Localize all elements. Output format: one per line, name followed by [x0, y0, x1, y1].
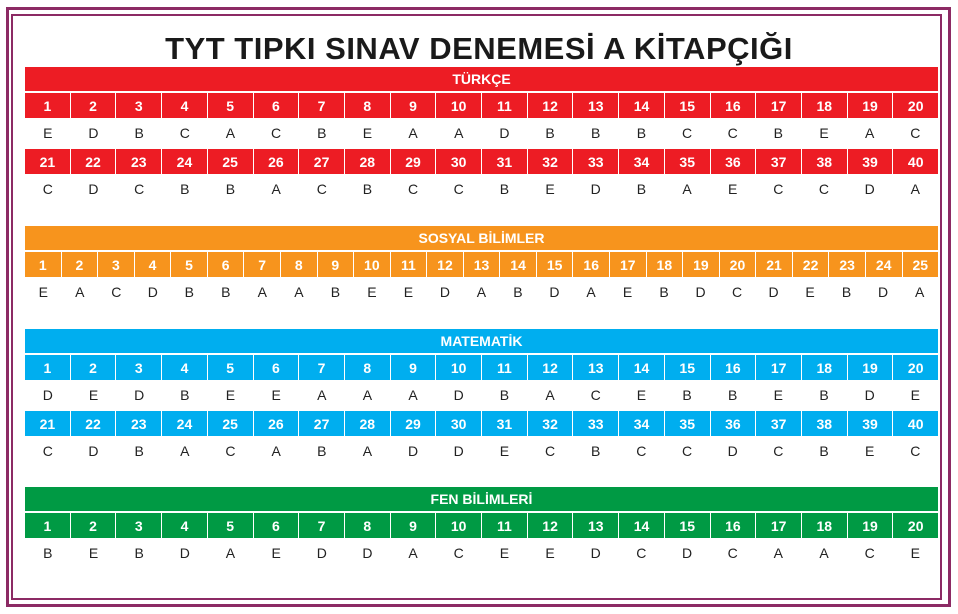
question-number: 38: [801, 411, 847, 436]
answer-letter: E: [545, 544, 555, 561]
question-number: 28: [344, 149, 390, 174]
question-number: 25: [207, 411, 253, 436]
question-number: 27: [298, 411, 344, 436]
question-number: 21: [755, 252, 792, 277]
answer-letter: D: [864, 386, 875, 403]
question-number: 22: [70, 411, 116, 436]
question-number: 16: [710, 355, 756, 380]
answer-letter: C: [731, 283, 743, 300]
question-number: 9: [390, 93, 436, 118]
question-number: 6: [207, 252, 244, 277]
answer-letter: A: [294, 283, 304, 300]
question-number: 15: [664, 355, 710, 380]
answer-letter: C: [42, 442, 53, 459]
question-number: 2: [70, 93, 116, 118]
answer-letter: A: [476, 283, 487, 300]
fen-rows: [25, 513, 938, 567]
answer-letter: A: [408, 544, 418, 561]
question-number: 38: [801, 149, 847, 174]
question-number: 7: [298, 93, 344, 118]
question-number: 23: [115, 411, 161, 436]
answer-letter: E: [545, 180, 555, 197]
answer-letter: C: [818, 180, 830, 197]
answer-letter: C: [636, 442, 647, 459]
answer-letter: B: [362, 180, 373, 197]
question-number: 9: [317, 252, 354, 277]
fen-number-row: [25, 513, 938, 538]
answer-letter: B: [134, 442, 144, 459]
answer-letter: E: [499, 544, 510, 561]
question-number: 16: [710, 513, 756, 538]
answer-letter: A: [408, 386, 418, 403]
answer-letter: D: [499, 124, 510, 141]
section-header-fen: FEN BİLİMLERİ: [25, 487, 938, 511]
answer-letter: A: [225, 544, 236, 561]
answer-letter: E: [728, 180, 738, 197]
question-number: 2: [70, 513, 116, 538]
answer-letter: C: [910, 442, 921, 459]
answer-letter: B: [819, 386, 829, 403]
answer-letter: B: [43, 544, 53, 561]
question-number: 20: [892, 93, 938, 118]
question-number: 17: [755, 513, 801, 538]
question-number: 10: [435, 93, 481, 118]
question-number: 19: [847, 355, 893, 380]
answer-letter: D: [88, 180, 99, 197]
question-number: 22: [792, 252, 829, 277]
answer-letter: D: [768, 283, 779, 300]
answer-letter: B: [134, 124, 144, 141]
question-number: 7: [298, 355, 344, 380]
answer-letter: C: [111, 283, 122, 300]
answer-letter: A: [914, 283, 925, 300]
answer-letter: C: [773, 180, 784, 197]
answer-letter: B: [499, 386, 510, 403]
question-number: 32: [527, 411, 573, 436]
question-number: 15: [664, 93, 710, 118]
turkce-number-row: [25, 93, 938, 118]
sosyal-rows: [25, 252, 938, 306]
question-number: 6: [253, 355, 299, 380]
answer-letter: D: [42, 386, 53, 403]
question-number: 25: [902, 252, 939, 277]
question-number: 6: [253, 513, 299, 538]
section-header-turkce: TÜRKÇE: [25, 67, 938, 91]
question-number: 21: [39, 415, 56, 432]
question-number: 10: [353, 252, 390, 277]
answer-letter: E: [271, 386, 281, 403]
answer-letter: B: [659, 283, 669, 300]
question-number: 17: [609, 252, 646, 277]
answer-letter: B: [819, 442, 829, 459]
question-number: 13: [572, 93, 618, 118]
question-number: 18: [801, 93, 847, 118]
question-number: 25: [207, 149, 253, 174]
question-number: 3: [97, 252, 134, 277]
question-number: 16: [572, 252, 609, 277]
matematik-number-row: [25, 355, 938, 380]
answer-letter: A: [362, 386, 373, 403]
question-number: 21: [39, 153, 56, 170]
answer-letter: E: [819, 124, 829, 141]
question-number: 5: [207, 513, 253, 538]
answer-letter: B: [499, 180, 510, 197]
answer-letter: C: [134, 180, 145, 197]
answer-letter: A: [75, 283, 85, 300]
answer-letter: D: [179, 544, 190, 561]
question-number: 17: [755, 93, 801, 118]
answer-letter: C: [544, 442, 556, 459]
answer-letter: A: [257, 283, 268, 300]
answer-letter: E: [805, 283, 815, 300]
answer-letter: D: [681, 544, 693, 561]
sosyal-number-row: [25, 252, 938, 277]
answer-letter: B: [180, 180, 190, 197]
answer-letter: C: [225, 442, 236, 459]
question-number: 1: [38, 256, 47, 273]
question-number: 31: [481, 411, 527, 436]
answer-letter: E: [88, 386, 99, 403]
answer-letter: E: [773, 386, 783, 403]
question-number: 30: [435, 411, 481, 436]
turkce-number-row: [25, 149, 938, 174]
matematik-number-row: [25, 411, 938, 436]
answer-letter: E: [910, 386, 920, 403]
question-number: 22: [70, 149, 116, 174]
answer-letter: A: [271, 180, 281, 197]
question-number: 11: [390, 252, 427, 277]
answer-letter: B: [591, 442, 601, 459]
question-number: 14: [499, 252, 536, 277]
question-number: 1: [43, 359, 52, 376]
answer-letter: B: [330, 283, 341, 300]
question-number: 4: [161, 513, 207, 538]
answer-letter: A: [682, 180, 692, 197]
question-number: 18: [801, 513, 847, 538]
answer-letter: E: [38, 283, 48, 300]
section-turkce: [25, 67, 938, 203]
answer-letter: C: [910, 124, 921, 141]
answer-letter: A: [362, 442, 373, 459]
question-number: 26: [253, 149, 299, 174]
question-number: 37: [755, 411, 801, 436]
answer-letter: D: [88, 442, 99, 459]
matematik-answer-row: [25, 380, 938, 409]
question-number: 7: [243, 252, 280, 277]
question-number: 20: [892, 355, 938, 380]
question-number: 15: [664, 513, 710, 538]
question-number: 14: [618, 513, 664, 538]
question-number: 2: [61, 252, 98, 277]
question-number: 34: [618, 149, 664, 174]
answer-letter: B: [184, 283, 194, 300]
question-number: 13: [463, 252, 500, 277]
question-number: 23: [828, 252, 865, 277]
answer-letter: E: [362, 124, 373, 141]
question-number: 19: [847, 513, 893, 538]
section-matematik: [25, 329, 938, 465]
answer-letter: E: [271, 544, 281, 561]
answer-letter: A: [819, 544, 829, 561]
answer-letter: C: [727, 124, 738, 141]
question-number: 8: [344, 93, 390, 118]
question-number: 20: [719, 252, 756, 277]
question-number: 24: [865, 252, 902, 277]
answer-letter: D: [590, 544, 601, 561]
turkce-answer-row: [25, 174, 938, 203]
answer-letter: D: [134, 386, 145, 403]
question-number: 34: [618, 411, 664, 436]
question-number: 10: [435, 355, 481, 380]
question-number: 18: [646, 252, 683, 277]
turkce-answer-row: [25, 118, 938, 147]
answer-letter: D: [864, 180, 875, 197]
answer-letter: E: [622, 283, 633, 300]
answer-letter: B: [317, 124, 327, 141]
answer-letter: E: [910, 544, 920, 561]
question-number: 33: [572, 149, 618, 174]
question-number: 39: [847, 149, 893, 174]
question-number: 11: [481, 513, 527, 538]
answer-letter: C: [316, 180, 327, 197]
question-number: 39: [847, 411, 893, 436]
question-number: 40: [892, 411, 938, 436]
answer-letter: D: [453, 386, 464, 403]
question-number: 12: [527, 513, 573, 538]
question-number: 19: [847, 93, 893, 118]
answer-letter: A: [910, 180, 920, 197]
answer-letter: C: [681, 124, 693, 141]
question-number: 5: [170, 252, 207, 277]
answer-letter: E: [43, 124, 53, 141]
answer-letter: E: [88, 544, 99, 561]
question-number: 36: [710, 149, 756, 174]
answer-letter: D: [362, 544, 373, 561]
question-number: 11: [481, 355, 527, 380]
matematik-answer-row: [25, 436, 938, 465]
answer-letter: E: [864, 442, 875, 459]
page-title: TYT TIPKI SINAV DENEMESİ A KİTAPÇIĞI: [165, 31, 793, 66]
question-number: 8: [344, 513, 390, 538]
question-number: 14: [618, 355, 664, 380]
answer-letter: B: [180, 386, 190, 403]
section-fen: [25, 487, 938, 567]
answer-letter: E: [636, 386, 647, 403]
answer-letter: C: [773, 442, 784, 459]
answer-letter: C: [271, 124, 282, 141]
question-number: 37: [755, 149, 801, 174]
answer-letter: E: [225, 386, 236, 403]
question-number: 33: [572, 411, 618, 436]
question-number: 3: [115, 355, 161, 380]
answer-letter: E: [499, 442, 510, 459]
answer-letter: D: [590, 180, 601, 197]
answer-letter: B: [841, 283, 852, 300]
question-number: 11: [481, 93, 527, 118]
answer-letter: C: [42, 180, 53, 197]
question-number: 17: [755, 355, 801, 380]
answer-letter: D: [408, 442, 419, 459]
answer-letter: B: [682, 386, 692, 403]
matematik-rows: [25, 355, 938, 465]
answer-letter: B: [221, 283, 231, 300]
question-number: 7: [298, 513, 344, 538]
answer-letter: E: [403, 283, 414, 300]
question-number: 26: [253, 411, 299, 436]
section-header-matematik: MATEMATİK: [25, 329, 938, 353]
answer-letter: A: [864, 124, 875, 141]
question-number: 5: [207, 93, 253, 118]
section-sosyal: [25, 226, 938, 306]
question-number: 16: [710, 93, 756, 118]
question-number: 10: [435, 513, 481, 538]
question-number: 8: [280, 252, 317, 277]
answer-letter: C: [636, 544, 647, 561]
answer-letter: A: [586, 283, 596, 300]
answer-letter: A: [454, 124, 464, 141]
answer-letter: E: [367, 283, 377, 300]
answer-letter: B: [545, 124, 555, 141]
answer-letter: A: [773, 544, 783, 561]
question-number: 19: [682, 252, 719, 277]
fen-answer-row: [25, 538, 938, 567]
answer-letter: C: [408, 180, 419, 197]
question-number: 13: [572, 513, 618, 538]
answer-letter: C: [727, 544, 738, 561]
question-number: 14: [618, 93, 664, 118]
answer-letter: D: [727, 442, 738, 459]
question-number: 32: [527, 149, 573, 174]
answer-letter: A: [180, 442, 190, 459]
question-number: 3: [115, 513, 161, 538]
question-number: 27: [298, 149, 344, 174]
question-number: 5: [207, 355, 253, 380]
question-number: 9: [390, 355, 436, 380]
turkce-rows: [25, 93, 938, 203]
answer-letter: B: [636, 124, 647, 141]
question-number: 20: [892, 513, 938, 538]
answer-letter: C: [590, 386, 601, 403]
question-number: 12: [527, 93, 573, 118]
answer-letter: C: [179, 124, 190, 141]
answer-letter: C: [453, 180, 464, 197]
question-number: 29: [390, 411, 436, 436]
question-number: 40: [892, 149, 938, 174]
answer-letter: B: [591, 124, 601, 141]
question-number: 6: [253, 93, 299, 118]
answer-letter: C: [453, 544, 464, 561]
question-number: 12: [426, 252, 463, 277]
answer-letter: C: [681, 442, 693, 459]
question-number: 13: [572, 355, 618, 380]
answer-letter: D: [439, 283, 450, 300]
answer-letter: A: [225, 124, 236, 141]
question-number: 1: [43, 517, 52, 534]
answer-letter: A: [408, 124, 418, 141]
question-number: 1: [43, 97, 52, 114]
answer-letter: B: [636, 180, 647, 197]
question-number: 2: [70, 355, 116, 380]
question-number: 18: [801, 355, 847, 380]
answer-letter: B: [317, 442, 327, 459]
question-number: 35: [664, 149, 710, 174]
answer-letter: D: [147, 283, 158, 300]
answer-letter: A: [545, 386, 555, 403]
section-header-sosyal: SOSYAL BİLİMLER: [25, 226, 938, 250]
question-number: 28: [344, 411, 390, 436]
question-number: 24: [161, 411, 207, 436]
answer-letter: B: [773, 124, 783, 141]
question-number: 4: [161, 355, 207, 380]
question-number: 36: [710, 411, 756, 436]
question-number: 29: [390, 149, 436, 174]
answer-letter: A: [271, 442, 281, 459]
answer-letter: B: [134, 544, 144, 561]
answer-letter: A: [317, 386, 327, 403]
answer-letter: D: [878, 283, 889, 300]
question-number: 4: [161, 93, 207, 118]
answer-letter: B: [728, 386, 738, 403]
question-number: 31: [481, 149, 527, 174]
answer-letter: B: [225, 180, 236, 197]
question-number: 30: [435, 149, 481, 174]
answer-letter: D: [695, 283, 706, 300]
question-number: 4: [134, 252, 171, 277]
answer-letter: C: [864, 544, 875, 561]
question-number: 24: [161, 149, 207, 174]
question-number: 35: [664, 411, 710, 436]
answer-letter: D: [549, 283, 560, 300]
question-number: 12: [527, 355, 573, 380]
answer-letter: B: [513, 283, 523, 300]
question-number: 8: [344, 355, 390, 380]
answer-letter: D: [316, 544, 327, 561]
sosyal-answer-row: [25, 277, 938, 306]
answer-letter: D: [453, 442, 464, 459]
question-number: 3: [115, 93, 161, 118]
question-number: 9: [390, 513, 436, 538]
answer-letter: D: [88, 124, 99, 141]
question-number: 23: [115, 149, 161, 174]
question-number: 15: [536, 252, 573, 277]
